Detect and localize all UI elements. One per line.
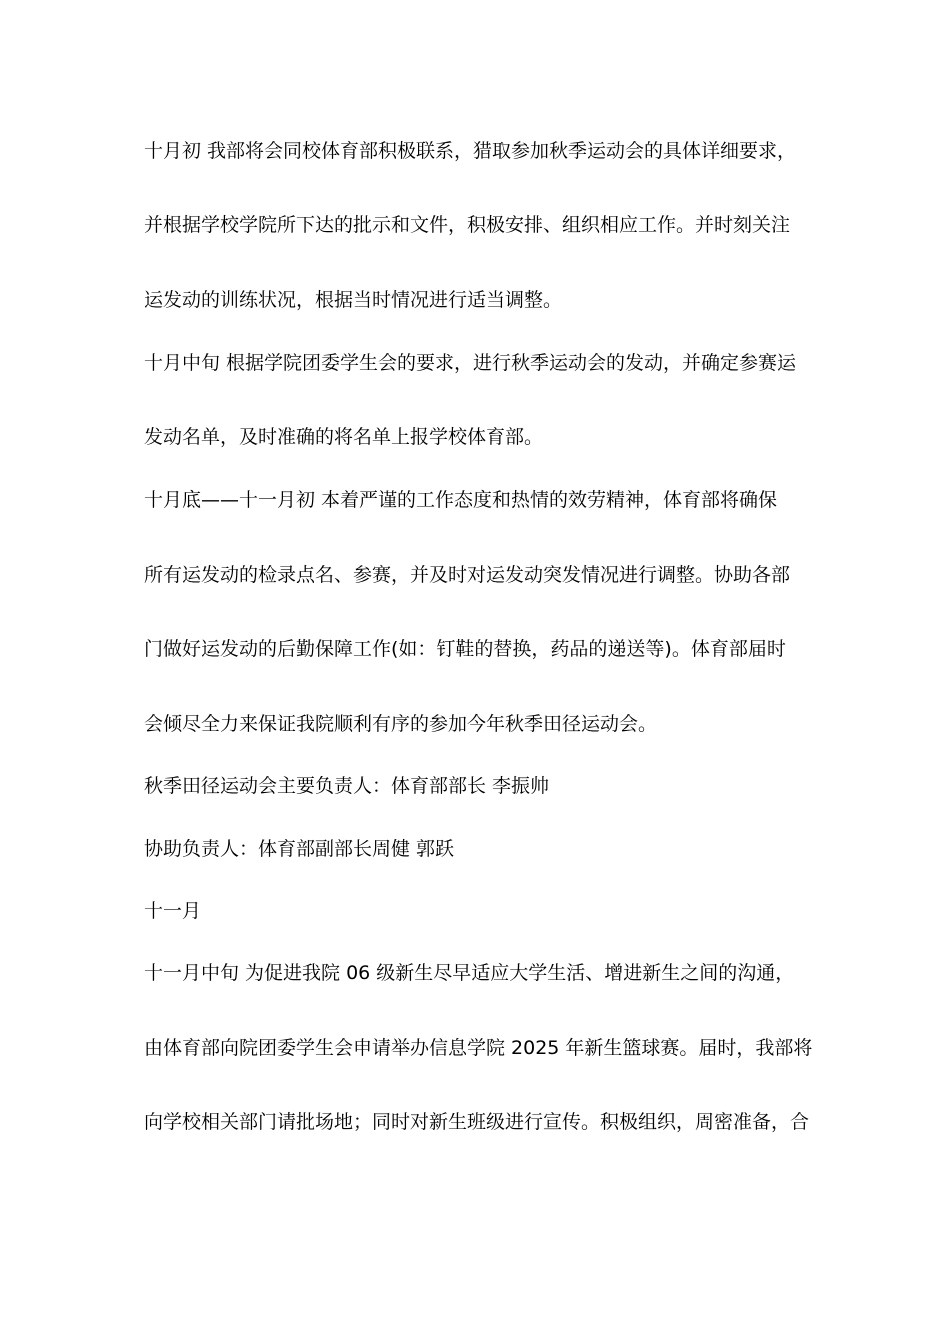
- text-line: 门做好运发动的后勤保障工作(如：钉鞋的替换，药品的递送等)。体育部届时: [144, 638, 786, 660]
- text-line: 十一月中旬 为促进我院 06 级新生尽早适应大学生活、增进新生之间的沟通，: [144, 962, 795, 984]
- text-line: 十月底——十一月初 本着严谨的工作态度和热情的效劳精神，体育部将确保: [144, 489, 778, 511]
- text-line: 向学校相关部门请批场地；同时对新生班级进行宣传。积极组织，周密准备，合: [144, 1111, 810, 1133]
- text-line: 协助负责人：体育部副部长周健 郭跃: [144, 838, 455, 860]
- text-line: 十月初 我部将会同校体育部积极联系，猎取参加秋季运动会的具体详细要求，: [144, 140, 797, 162]
- text-line: 运发动的训练状况，根据当时情况进行适当调整。: [144, 289, 563, 311]
- text-line: 并根据学校学院所下达的批示和文件，积极安排、组织相应工作。并时刻关注: [144, 214, 791, 236]
- text-line: 由体育部向院团委学生会申请举办信息学院 2025 年新生篮球赛。届时，我部将: [144, 1037, 813, 1059]
- text-line: 发动名单，及时准确的将名单上报学校体育部。: [144, 426, 544, 448]
- text-line: 十一月: [144, 900, 202, 922]
- text-line: 秋季田径运动会主要负责人：体育部部长 李振帅: [144, 775, 550, 797]
- text-line: 会倾尽全力来保证我院顺利有序的参加今年秋季田径运动会。: [144, 713, 658, 735]
- text-line: 所有运发动的检录点名、参赛，并及时对运发动突发情况进行调整。协助各部: [144, 564, 791, 586]
- text-line: 十月中旬 根据学院团委学生会的要求，进行秋季运动会的发动，并确定参赛运: [144, 352, 797, 374]
